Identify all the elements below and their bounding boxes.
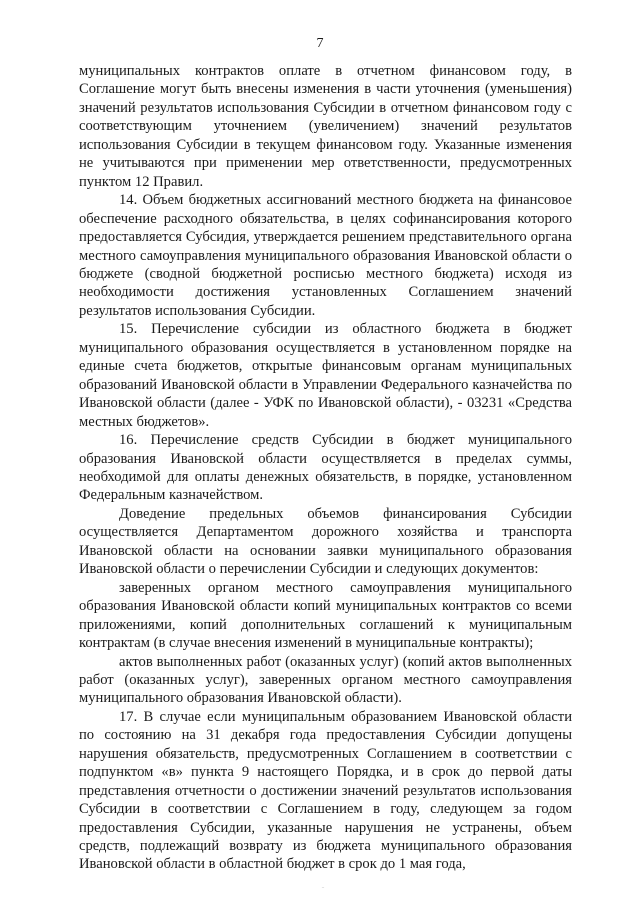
scan-artifact-mark: .. xyxy=(321,884,325,890)
body-text xyxy=(79,62,572,874)
paragraph-16-limits: Доведение предельных объемов финансирования Субсидии осуществляется Департаментом дорожного хозяйства и транспорта Ивановской области на основании заявки муниципального образования Ивановской области о перечислении Субсидии и следующих документов: xyxy=(79,505,572,578)
paragraph-14: 14. Объем бюджетных ассигнований местного бюджета на финансовое обеспечение расходного обязательства, в целях софинансирования которого предоставляется Субсидия, утверждается решением представительного органа местного самоуправления муниципального образования Ивановской области о бюджете (сводной бюджетной росписью местного бюджета) исходя из необходимости достижения установленных Соглашением значений результатов использования Субсидии. xyxy=(79,192,572,319)
paragraph-16: 16. Перечисление средств Субсидии в бюджет муниципального образования Ивановской области осуществляется в пределах суммы, необходимой для оплаты денежных обязательств, в порядке, установленном Федеральным казначейством. xyxy=(79,432,572,504)
paragraph-16-contracts-list-item: заверенных органом местного самоуправления муниципального образования Ивановской области копий муниципальных контрактов со всеми приложениями, копий дополнительных соглашений к муниципальным контрактам (в случае внесения изменений в муниципальные контракты); xyxy=(79,579,572,652)
paragraph-16-acts-list-item: актов выполненных работ (оказанных услуг) (копий актов выполненных работ (оказанных услуг), заверенных органом местного самоуправления муниципального образования Ивановской области). xyxy=(79,653,572,707)
paragraph-continuation: муниципальных контрактов оплате в отчетном финансовом году, в Соглашение могут быть внесены изменения в части уточнения (уменьшения) значений результатов использования Субсидии в отчетном финансовом году с соответствующим уточнением (увеличением) значений результатов использования Субсидии в текущем финансовом году. Указанные изменения не учитываются при применении мер ответственности, предусмотренных пунктом 12 Правил. xyxy=(79,63,572,190)
paragraph-17: 17. В случае если муниципальным образованием Ивановской области по состоянию на 31 декабря года предоставления Субсидии допущены нарушения обязательств, предусмотренных Соглашением в соответствии с подпунктом «в» пункта 9 настоящего Порядка, и в срок до первой даты представления отчетности о достижении значений результатов использования Субсидии в соответствии с Соглашением в году, следующем за годом предоставления Субсидии, указанные нарушения не устранены, объем средств, подлежащий возврату из бюджета муниципального образования Ивановской области в областной бюджет в срок до 1 мая года, xyxy=(79,708,572,873)
paragraph-15: 15. Перечисление субсидии из областного бюджета в бюджет муниципального образования осуществляется в установленном порядке на единые счета бюджетов, открытые финансовым органам муниципальных образований Ивановской области в Управлении Федерального казначейства по Ивановской области (далее - УФК по Ивановской области), - 03231 «Средства местных бюджетов». xyxy=(79,321,572,430)
page-number: 7 xyxy=(316,36,324,51)
